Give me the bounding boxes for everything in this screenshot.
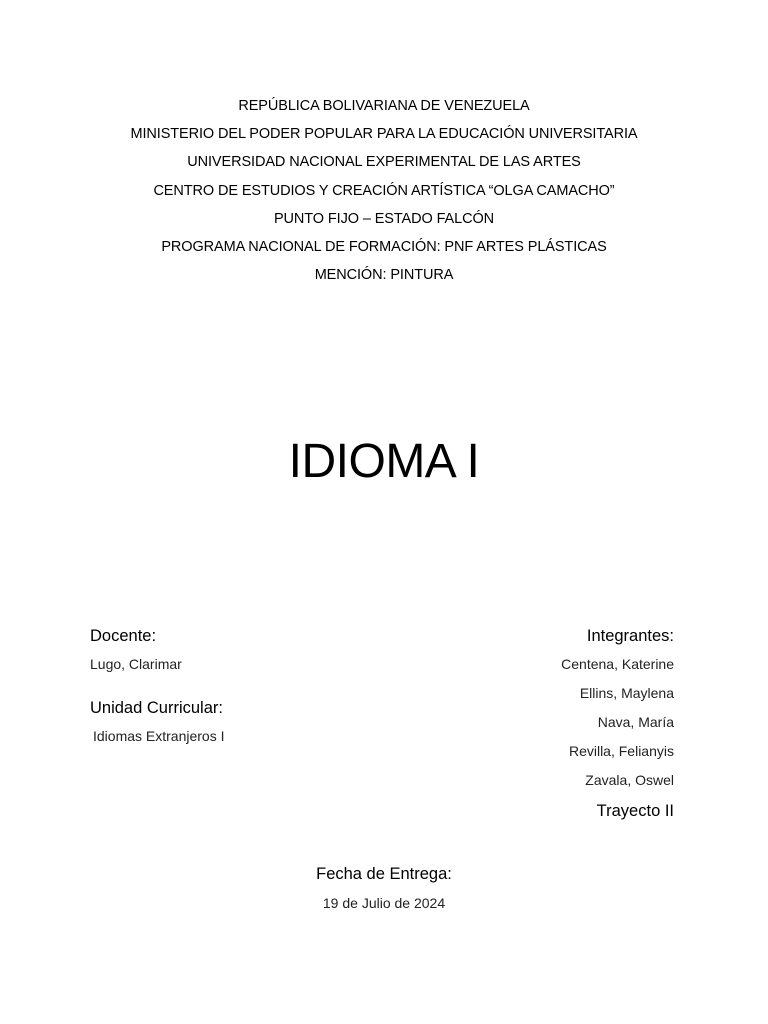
right-column bbox=[354, 622, 674, 826]
header-line-ministry: MINISTERIO DEL PODER POPULAR PARA LA EDUCACIÓN UNIVERSITARIA bbox=[130, 126, 638, 143]
integrante-item: Ellins, Maylena bbox=[579, 685, 674, 701]
integrante-item: Centena, Katerine bbox=[561, 656, 674, 672]
unidad-curricular-label: Unidad Curricular: bbox=[90, 699, 223, 717]
header-line-mention: MENCIÓN: PINTURA bbox=[314, 267, 454, 284]
institution-header bbox=[0, 92, 768, 289]
header-line-university: UNIVERSIDAD NACIONAL EXPERIMENTAL DE LAS ARTES bbox=[187, 154, 581, 171]
integrante-item: Nava, María bbox=[597, 714, 674, 730]
header-line-location: PUNTO FIJO – ESTADO FALCÓN bbox=[273, 210, 495, 227]
docente-value: Lugo, Clarimar bbox=[90, 656, 182, 672]
unidad-curricular-value: Idiomas Extranjeros I bbox=[93, 728, 225, 744]
header-line-center: CENTRO DE ESTUDIOS Y CREACIÓN ARTÍSTICA “OLGA CAMACHO” bbox=[153, 182, 615, 199]
fecha-entrega-value: 19 de Julio de 2024 bbox=[322, 895, 446, 911]
integrante-item: Zavala, Oswel bbox=[585, 772, 674, 788]
fecha-entrega-label: Fecha de Entrega: bbox=[316, 865, 452, 883]
header-line-republic: REPÚBLICA BOLIVARIANA DE VENEZUELA bbox=[238, 98, 530, 114]
header-line-program: PROGRAMA NACIONAL DE FORMACIÓN: PNF ARTES PLÁSTICAS bbox=[161, 239, 607, 256]
document-title: IDIOMA I bbox=[288, 435, 480, 488]
fecha-entrega-block bbox=[0, 860, 768, 918]
docente-label: Docente: bbox=[90, 627, 157, 645]
integrante-item: Revilla, Felianyis bbox=[568, 743, 674, 759]
integrantes-label: Integrantes: bbox=[586, 627, 674, 645]
trayecto-label: Trayecto II bbox=[596, 802, 674, 820]
